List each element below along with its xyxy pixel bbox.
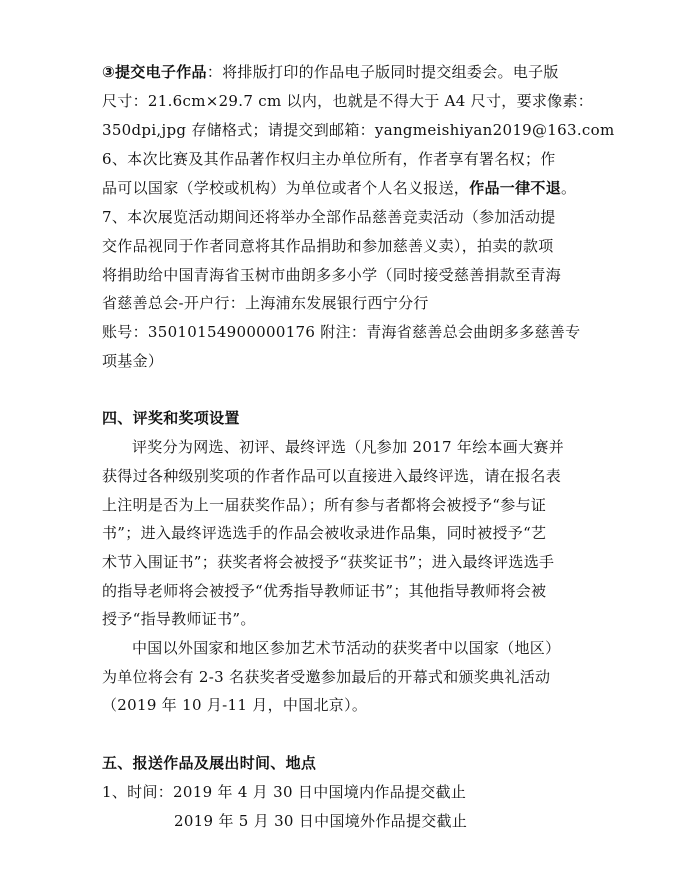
item7-line-2: 交作品视同于作者同意将其作品捐助和参加慈善义卖），拍卖的款项	[102, 237, 554, 255]
section4-p1-line-3: 上注明是否为上一届获奖作品）；所有参与者都将会被授予“参与证	[102, 496, 547, 514]
item7-line-5: 账号：35010154900000176 附注：青海省慈善总会曲朗多多慈善专	[102, 323, 581, 341]
item6-line-1: 6、本次比赛及其作品著作权归主办单位所有，作者享有署名权；作	[102, 150, 556, 168]
section4-heading: 四、评奖和奖项设置	[102, 409, 240, 427]
item7-line-1: 7、本次展览活动期间还将举办全部作品慈善竞卖活动（参加活动提	[102, 208, 556, 226]
item7-line-4: 省慈善总会-开户行：上海浦东发展银行西宁分行	[102, 294, 429, 312]
section4-p1-line-2: 获得过各种级别奖项的作者作品可以直接进入最终评选，请在报名表	[102, 467, 562, 485]
section4-p1-line-6: 的指导老师将会被授予“优秀指导教师证书”；其他指导教师将会被	[102, 582, 547, 600]
item6-bold-text: 作品一律不退	[469, 179, 562, 197]
section4-p2-line-2: 为单位将会有 2-3 名获奖者受邀参加最后的开幕式和颁奖典礼活动	[102, 668, 551, 686]
item3-line-1	[102, 62, 559, 82]
section4-p2-line-3: （2019 年 10 月-11 月，中国北京）。	[102, 696, 368, 714]
section5-time-line-1: 1、时间：2019 年 4 月 30 日中国境内作品提交截止	[102, 783, 467, 801]
item6-period: 。	[561, 179, 577, 197]
section4-p1-line-5: 术节入围证书”；获奖者将会被授予“获奖证书”；进入最终评选选手	[102, 553, 555, 571]
section5-time-line-2: 2019 年 5 月 30 日中国境外作品提交截止	[174, 812, 468, 830]
item6-text: 品可以国家（学校或机构）为单位或者个人名义报送，	[102, 179, 470, 197]
item3-line-2: 尺寸：21.6cm×29.7 cm 以内，也就是不得大于 A4 尺寸，要求像素：	[102, 92, 594, 110]
section4-p1-line-4: 书”；进入最终评选选手的作品会被收录进作品集，同时被授予“艺	[102, 524, 547, 542]
item3-label: ③提交电子作品	[102, 63, 207, 81]
item7-line-6: 项基金）	[102, 352, 164, 370]
item3-text: ：将排版打印的作品电子版同时提交组委会。电子版	[206, 63, 559, 81]
item3-line-3: 350dpi,jpg 存储格式；请提交到邮箱：yangmeishiyan2019@163.com	[102, 121, 615, 139]
item7-line-3: 将捐助给中国青海省玉树市曲朗多多小学（同时接受慈善捐款至青海	[102, 266, 562, 284]
section4-p1-line-1: 评奖分为网选、初评、最终评选（凡参加 2017 年绘本画大赛并	[132, 438, 565, 456]
section4-p2-line-1: 中国以外国家和地区参加艺术节活动的获奖者中以国家（地区）	[132, 639, 561, 657]
section5-heading: 五、报送作品及展出时间、地点	[102, 754, 317, 772]
section4-p1-line-7: 授予“指导教师证书”。	[102, 610, 256, 628]
item6-line-2	[102, 178, 576, 198]
